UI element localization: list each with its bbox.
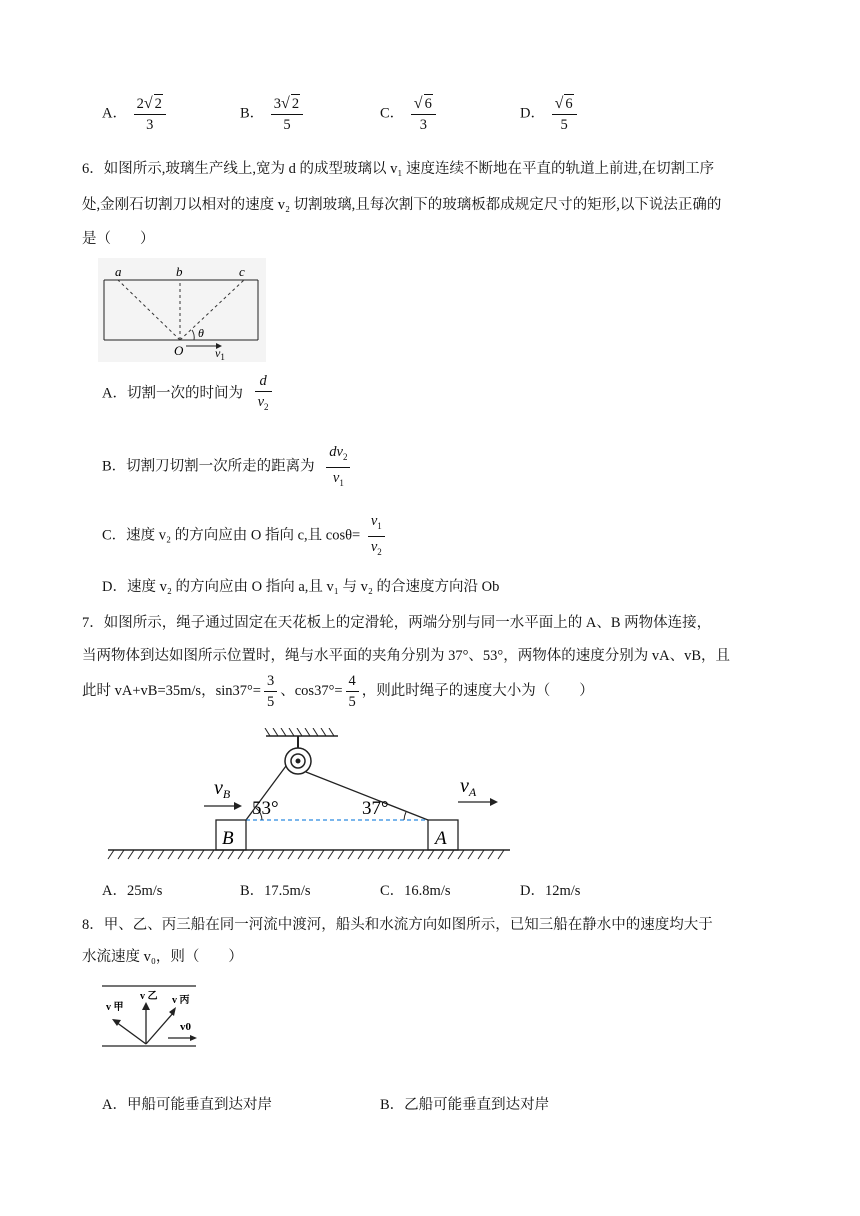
fraction: $\frac{v_1}{v_2}$ [368,512,385,561]
denominator: 5 [560,117,568,133]
option-text: A．切割一次的时间为 [102,385,243,402]
q6-option-a [102,372,275,416]
label-angle-53: 53° [252,798,279,819]
label-v1: $v_1$ [215,346,225,362]
label-c: c [239,264,245,279]
label-v-bing: v 丙 [172,995,190,1006]
label-v0: v0 [180,1021,191,1033]
radicand: 6 [424,96,432,112]
fraction: $\frac{√ 6}{5}$ [552,94,577,134]
label-b: b [176,264,183,279]
fraction: $\frac{3√ 2}{5}$ [271,94,303,134]
label-block-a: A [435,828,447,849]
coefficient: 3 [273,96,282,112]
label-block-b: B [222,828,234,849]
q5-option-c [380,94,439,134]
q7-stem-line3 [82,672,594,711]
radicand: 2 [291,96,300,112]
stem-text: ，则此时绳子的速度大小为（ ） [361,682,594,699]
label-a: a [115,264,122,279]
q6-stem-line1: 6．如图所示,玻璃生产线上,宽为 d 的成型玻璃以 v₁ 速度连续不断地在平直的轨道上前进,在切割工序 [82,161,715,177]
option-letter: B． [240,105,265,122]
label-angle-37: 37° [362,798,389,819]
q5-option-b [240,94,306,134]
label-va: $v_A$ [460,775,477,799]
q6-glass-cutting-figure [98,258,266,362]
q6-option-c [102,512,388,561]
fraction: $\frac{√ 6}{3}$ [411,94,436,134]
denominator: 5 [283,117,291,133]
q7-stem-line1: 7．如图所示，绳子通过固定在天花板上的定滑轮，两端分别与同一水平面上的 A、B 两物体连接， [82,615,712,631]
label-v-jia: v 甲 [106,1002,124,1013]
fraction: $\frac{d}{v_2}$ [255,372,272,416]
q6-stem-line2: 处,金刚石切割刀以相对的速度 v₂ 切割玻璃,且每次割下的玻璃板都成规定尺寸的矩形,以下说法正确的 [82,197,722,213]
q5-option-d [520,94,580,134]
option-letter: C． [380,105,405,122]
q6-option-b [102,443,353,492]
q8-stem-line1: 8．甲、乙、丙三船在同一河流中渡河，船头和水流方向如图所示，已知三船在静水中的速度均大于 [82,917,713,933]
coefficient: 2 [136,96,144,112]
sin-fraction: $\frac{3}{5}$ [264,672,277,711]
fraction: $\frac{2√ 2}{3}$ [134,94,166,134]
q8-river-figure [98,982,202,1052]
option-letter: D． [520,105,545,122]
q7-pulley-figure [100,728,520,863]
option-text: B．切割刀切割一次所走的距离为 [102,458,315,475]
q5-option-a [102,94,169,134]
q6-option-d: D．速度 v₂ 的方向应由 O 指向 a,且 v₁ 与 v₂ 的合速度方向沿 Ob [102,579,500,595]
cos-fraction: $\frac{4}{5}$ [346,672,359,711]
option-letter: A． [102,105,127,122]
q6-stem-line3: 是（ ） [82,231,155,247]
stem-text: 此时 vA+vB=35m/s，sin37°= [82,682,261,699]
fraction: $\frac{dv_2}{v_1}$ [326,443,350,492]
q8-option-b: B．乙船可能垂直到达对岸 [380,1097,550,1113]
q7-option-b: B．17.5m/s [240,883,311,899]
q7-option-d: D．12m/s [520,883,581,899]
stem-text: 、cos37°= [280,682,343,699]
q7-option-a: A．25m/s [102,883,163,899]
radicand: 2 [154,96,162,112]
q8-option-a: A．甲船可能垂直到达对岸 [102,1097,272,1113]
denominator: 3 [146,117,154,133]
label-vb: $v_B$ [214,777,231,801]
denominator: 3 [419,117,427,133]
option-text: C．速度 v₂ 的方向应由 O 指向 c,且 cosθ= [102,527,361,544]
label-theta: θ [198,326,204,340]
label-v-yi: v 乙 [140,991,158,1002]
q8-stem-line2: 水流速度 v₀，则（ ） [82,949,243,965]
q7-option-c: C．16.8m/s [380,883,451,899]
q7-stem-line2: 当两物体到达如图所示位置时，绳与水平面的夹角分别为 37°、53°，两物体的速度分别为 vA、vB，且 [82,648,730,664]
label-o: O [174,343,184,358]
radicand: 6 [565,96,573,112]
